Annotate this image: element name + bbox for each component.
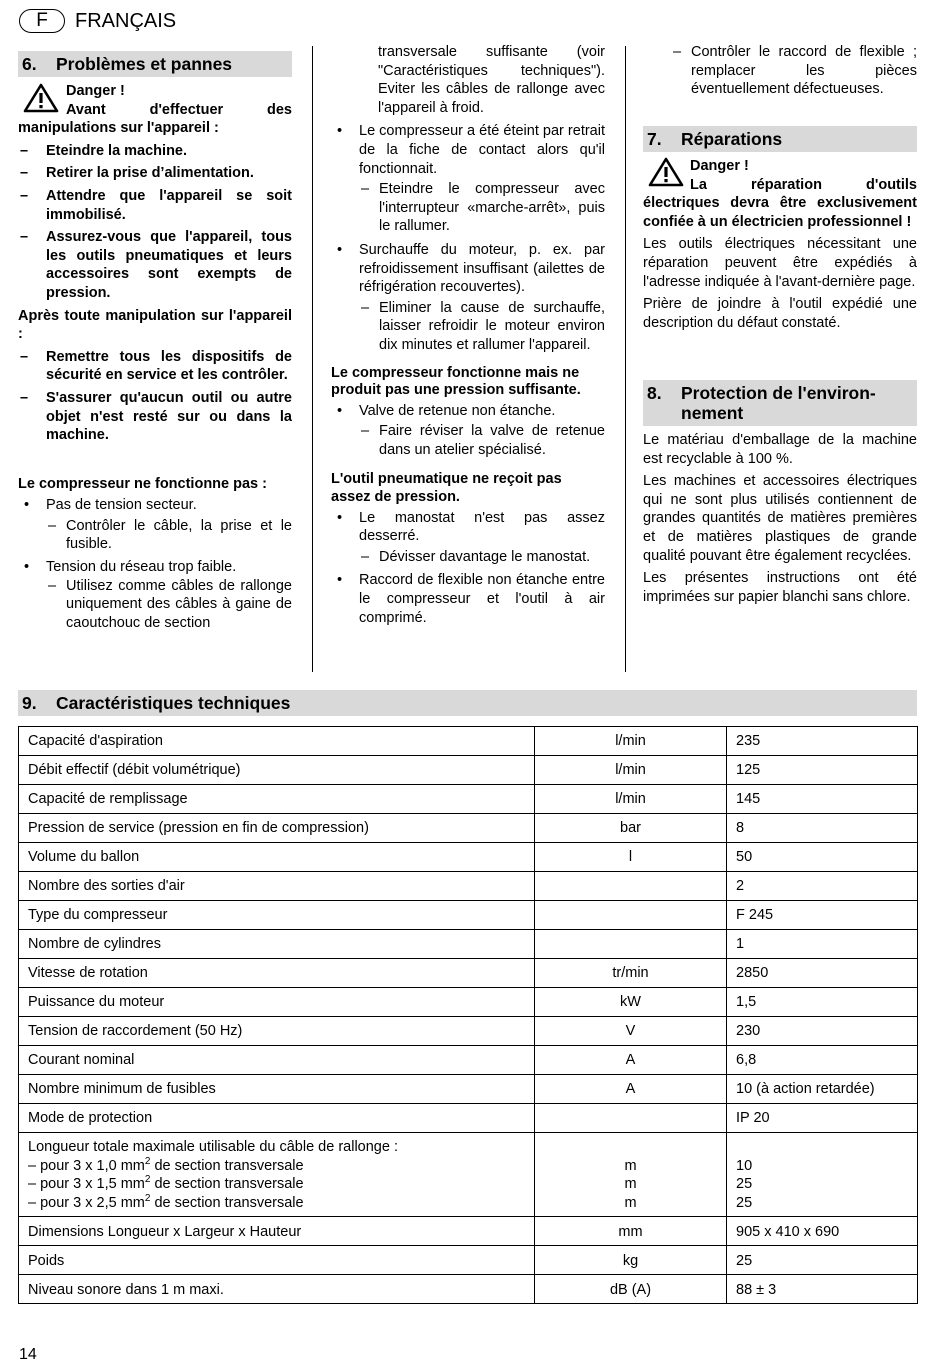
spec-unit: kW xyxy=(535,988,727,1017)
language-title: FRANÇAIS xyxy=(75,10,177,32)
spec-unit xyxy=(535,901,727,930)
after-text: Après toute manipulation sur l'appareil : xyxy=(18,307,292,343)
spec-label: Volume du ballon xyxy=(19,843,535,872)
spec-unit: dB (A) xyxy=(535,1275,727,1304)
spec-unit: l/min xyxy=(535,727,727,756)
column-2 xyxy=(331,43,605,627)
section-title-line1: Protection de l'environ- xyxy=(681,383,876,403)
cable-line-pre: – pour 3 x 1,5 mm xyxy=(28,1176,145,1193)
cable-line-unit: m xyxy=(624,1194,637,1211)
bullet-item: • Valve de retenue non étanche. xyxy=(331,402,605,421)
danger-list xyxy=(18,142,292,303)
column-3 xyxy=(643,43,917,99)
spec-value: IP 20 xyxy=(727,1104,918,1133)
bullet-item: • Pas de tension secteur. xyxy=(18,496,292,515)
table-row xyxy=(19,843,918,872)
spec-value: 50 xyxy=(727,843,918,872)
paragraph: Les machines et accessoires électriques qui ne sont plus utilisés contiennent de grandes quantités de matières premières et de matières plastiques de grande qualité pouvant être également recyclées. xyxy=(643,473,917,564)
table-row xyxy=(19,930,918,959)
cable-line-post: de section transversale xyxy=(150,1176,304,1193)
table-row xyxy=(19,1217,918,1246)
spec-label xyxy=(19,1133,535,1217)
column-divider-2 xyxy=(625,46,626,672)
list-item: – Remettre tous les dispositifs de sécurité en service et les contrôler. xyxy=(18,348,292,385)
section-number: 7. xyxy=(647,129,662,149)
list-item: – Eteindre la machine. xyxy=(18,142,292,161)
table-row xyxy=(19,1246,918,1275)
cable-line-pre: – pour 3 x 1,0 mm xyxy=(28,1157,145,1174)
section-number: 9. xyxy=(22,693,37,713)
spec-unit: l xyxy=(535,843,727,872)
table-row xyxy=(19,814,918,843)
cable-line xyxy=(28,1194,525,1213)
table-row xyxy=(19,1104,918,1133)
sub-item: – Contrôler le raccord de flexible ; remplacer les pièces éventuellement défectueuses. xyxy=(671,43,917,99)
cable-line-sup: 2 xyxy=(144,1192,151,1204)
spec-value xyxy=(727,1133,918,1217)
spec-value: 8 xyxy=(727,814,918,843)
spec-label: Type du compresseur xyxy=(19,901,535,930)
language-badge: F xyxy=(19,9,65,33)
spec-value: 10 (à action retardée) xyxy=(727,1075,918,1104)
spec-value: 235 xyxy=(727,727,918,756)
bullet-item: • Surchauffe du moteur, p. ex. par refroidissement insuffisant (ailettes de réfrigération recouvertes). xyxy=(331,241,605,297)
list-item: – S'assurer qu'aucun outil ou autre objet n'est resté sur ou dans la machine. xyxy=(18,389,292,445)
cable-line-post: de section transversale xyxy=(150,1157,304,1174)
cable-line-sup: 2 xyxy=(144,1155,151,1167)
bullet-item: • Le compresseur a été éteint par retrait de la fiche de contact alors qu'il fonctionnait. xyxy=(331,122,605,178)
specifications-table xyxy=(18,726,918,1304)
sub-item: – Utilisez comme câbles de rallonge uniquement des câbles à gaine de caoutchouc de section xyxy=(46,577,292,633)
spec-value: 2 xyxy=(727,872,918,901)
table-row xyxy=(19,959,918,988)
cable-line xyxy=(28,1157,525,1176)
section-number: 8. xyxy=(647,383,662,403)
spec-unit xyxy=(535,1104,727,1133)
spec-value: 145 xyxy=(727,785,918,814)
spec-value: 125 xyxy=(727,756,918,785)
spec-label: Vitesse de rotation xyxy=(19,959,535,988)
spec-label: Courant nominal xyxy=(19,1046,535,1075)
spec-unit xyxy=(535,930,727,959)
table-row xyxy=(19,756,918,785)
section-number: 6. xyxy=(22,54,37,74)
section-8-header xyxy=(643,380,917,426)
sub-item: – Eliminer la cause de surchauffe, laisser refroidir le moteur environ dix minutes et rallumer l'appareil. xyxy=(359,299,605,355)
section-title-line2: nement xyxy=(681,403,744,423)
spec-unit xyxy=(535,872,727,901)
sub-item: – Faire réviser la valve de retenue dans un atelier spécialisé. xyxy=(359,422,605,459)
table-row xyxy=(19,1017,918,1046)
spec-unit: l/min xyxy=(535,756,727,785)
after-list xyxy=(18,348,292,445)
spec-label: Capacité de remplissage xyxy=(19,785,535,814)
spec-value: F 245 xyxy=(727,901,918,930)
spec-value: 1 xyxy=(727,930,918,959)
spec-value: 6,8 xyxy=(727,1046,918,1075)
sub-item: – Dévisser davantage le manostat. xyxy=(359,548,605,567)
cable-line-pre: – pour 3 x 2,5 mm xyxy=(28,1194,145,1211)
spec-label: Puissance du moteur xyxy=(19,988,535,1017)
spec-label: Mode de protection xyxy=(19,1104,535,1133)
spec-label: Niveau sonore dans 1 m maxi. xyxy=(19,1275,535,1304)
danger-text xyxy=(643,176,917,232)
section-title: Caractéristiques techniques xyxy=(56,693,291,713)
spec-label: Tension de raccordement (50 Hz) xyxy=(19,1017,535,1046)
danger-label: Danger ! xyxy=(690,158,749,174)
section-9-header xyxy=(18,690,917,716)
spec-unit xyxy=(535,1133,727,1217)
bullet-item: • Raccord de flexible non étanche entre le compresseur et l'outil à air comprimé. xyxy=(331,571,605,627)
spec-label: Nombre des sorties d'air xyxy=(19,872,535,901)
table-row xyxy=(19,727,918,756)
spec-unit: A xyxy=(535,1046,727,1075)
spec-label: Dimensions Longueur x Largeur x Hauteur xyxy=(19,1217,535,1246)
danger-text-content: La réparation d'outils électriques devra être exclusivement confiée à un électricien professionnel ! xyxy=(643,176,917,230)
cable-line-value: 25 xyxy=(736,1194,753,1211)
section-6-header xyxy=(18,51,292,77)
spec-unit: tr/min xyxy=(535,959,727,988)
table-row xyxy=(19,785,918,814)
column-1 xyxy=(18,82,292,632)
sub-item: – Contrôler le câble, la prise et le fusible. xyxy=(46,517,292,554)
table-row xyxy=(19,1075,918,1104)
paragraph: Les outils électriques nécessitant une réparation peuvent être expédiés à l'adresse indiquée à l'avant-dernière page. xyxy=(643,236,917,290)
spec-value: 88 ± 3 xyxy=(727,1275,918,1304)
paragraph: Les présentes instructions ont été imprimées sur papier blanchi sans chlore. xyxy=(643,570,917,605)
section-title: Problèmes et pannes xyxy=(56,54,233,74)
table-row xyxy=(19,1046,918,1075)
spec-unit: V xyxy=(535,1017,727,1046)
list-item: – Assurez-vous que l'appareil, tous les outils pneumatiques et leurs accessoires sont exempts de pression. xyxy=(18,228,292,302)
subheading: Le compresseur fonctionne mais ne produit pas une pression suffisante. xyxy=(331,364,581,399)
cable-line-value: 10 xyxy=(736,1157,753,1174)
repairs-text xyxy=(643,157,917,332)
cable-line-unit: m xyxy=(624,1176,637,1193)
cable-heading: Longueur totale maximale utilisable du câble de rallonge : xyxy=(28,1139,398,1155)
continued-text: transversale suffisante (voir "Caractéristiques techniques"). Eviter les câbles de rallonge avec l'appareil à froid. xyxy=(378,44,605,116)
table-row xyxy=(19,872,918,901)
list-item: – Attendre que l'appareil se soit immobilisé. xyxy=(18,187,292,224)
sub-item: – Eteindre le compresseur avec l'interrupteur «marche-arrêt», puis le rallumer. xyxy=(359,180,605,236)
danger-text xyxy=(18,101,292,138)
section-title: Réparations xyxy=(681,129,783,149)
spec-unit: kg xyxy=(535,1246,727,1275)
noop-heading: Le compresseur ne fonctionne pas : xyxy=(18,475,267,492)
spec-value: 1,5 xyxy=(727,988,918,1017)
spec-value: 2850 xyxy=(727,959,918,988)
cable-line-unit: m xyxy=(624,1157,637,1174)
spec-label: Pression de service (pression en fin de compression) xyxy=(19,814,535,843)
spec-label: Débit effectif (débit volumétrique) xyxy=(19,756,535,785)
spec-label: Nombre de cylindres xyxy=(19,930,535,959)
table-row xyxy=(19,1275,918,1304)
bullet-item: • Le manostat n'est pas assez desserré. xyxy=(331,509,605,546)
spec-label: Nombre minimum de fusibles xyxy=(19,1075,535,1104)
table-row xyxy=(19,988,918,1017)
table-row xyxy=(19,901,918,930)
column-divider-1 xyxy=(312,46,313,672)
spec-unit: bar xyxy=(535,814,727,843)
spec-label: Capacité d'aspiration xyxy=(19,727,535,756)
spec-unit: l/min xyxy=(535,785,727,814)
list-item: – Retirer la prise d’alimentation. xyxy=(18,164,292,183)
section-7-header xyxy=(643,126,917,152)
paragraph: Le matériau d'emballage de la machine est recyclable à 100 %. xyxy=(643,432,917,467)
cable-line xyxy=(28,1175,525,1194)
table-row-cable xyxy=(19,1133,918,1217)
cable-line-value: 25 xyxy=(736,1176,753,1193)
cable-line-sup: 2 xyxy=(144,1174,151,1186)
spec-value: 905 x 410 x 690 xyxy=(727,1217,918,1246)
spec-label: Poids xyxy=(19,1246,535,1275)
page-number: 14 xyxy=(19,1346,37,1363)
danger-label: Danger ! xyxy=(66,83,125,99)
environment-text xyxy=(643,431,917,606)
bullet-item: • Tension du réseau trop faible. xyxy=(18,558,292,577)
paragraph: Prière de joindre à l'outil expédié une description du défaut constaté. xyxy=(643,296,917,331)
spec-value: 25 xyxy=(727,1246,918,1275)
subheading: L'outil pneumatique ne reçoit pas assez de pression. xyxy=(331,471,562,506)
cable-line-post: de section transversale xyxy=(150,1194,304,1211)
spec-unit: mm xyxy=(535,1217,727,1246)
spec-unit: A xyxy=(535,1075,727,1104)
danger-text-content: Avant d'effectuer des manipulations sur l'appareil : xyxy=(18,101,292,137)
spec-value: 230 xyxy=(727,1017,918,1046)
